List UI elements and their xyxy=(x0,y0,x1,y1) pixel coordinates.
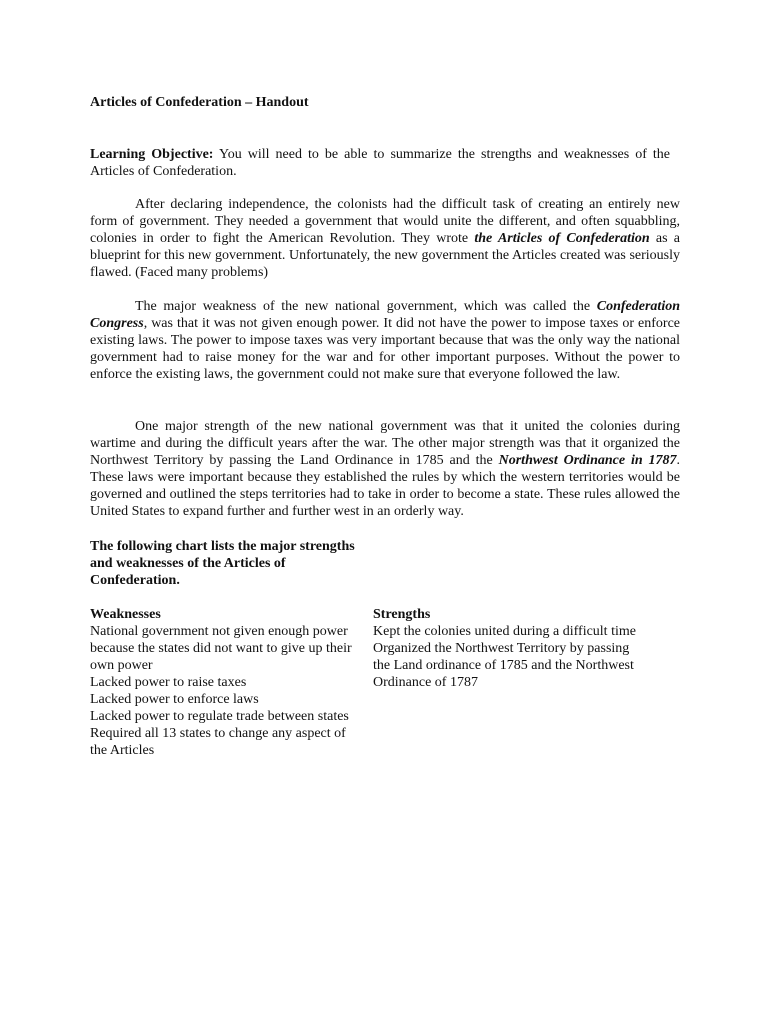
paragraph-strength-text-1: One major strength of the new national government was that it united the colonies during wartime and during the difficult years after the war. The other major strength was that it organized the Northwest Territory by passing the Land Ordinance in 1785 and the xyxy=(90,419,680,468)
weakness-item: Required all 13 states to change any aspect of the Articles xyxy=(90,726,346,758)
weaknesses-heading: Weaknesses xyxy=(90,607,161,622)
strength-item: Kept the colonies united during a difficult time xyxy=(373,624,636,639)
document-title: Articles of Confederation – Handout xyxy=(90,95,309,110)
learning-objective xyxy=(90,146,670,180)
paragraph-strength-text-2: . These laws were important because they established the rules by which the western territories would be governed and outlined the steps territories had to take in order to become a state. These rules allowed the United States to expand further and further west in an orderly way. xyxy=(90,453,680,519)
chart-intro: The following chart lists the major strengths and weaknesses of the Articles of Confederation. xyxy=(90,539,355,588)
paragraph-intro-text-1: After declaring independence, the colonists had the difficult task of creating an entirely new form of government. They needed a government that would unite the different, and often squabbling, colonies in order to fight the American Revolution. They wrote xyxy=(90,197,680,246)
paragraph-weakness-emphasis: Confederation Congress xyxy=(90,299,680,331)
paragraph-intro xyxy=(90,196,680,281)
weakness-item: Lacked power to regulate trade between states xyxy=(90,709,349,724)
paragraph-strength-emphasis: Northwest Ordinance in 1787 xyxy=(498,453,677,468)
strengths-heading: Strengths xyxy=(373,607,431,622)
paragraph-weakness-text-1: The major weakness of the new national government, which was called the xyxy=(135,299,597,314)
weakness-item: Lacked power to raise taxes xyxy=(90,675,247,690)
paragraph-intro-emphasis: the Articles of Confederation xyxy=(474,231,650,246)
paragraph-intro-text-2: as a blueprint for this new government. Unfortunately, the new government the Articles created was seriously flawed. (Faced many problems) xyxy=(90,231,680,280)
weakness-item: Lacked power to enforce laws xyxy=(90,692,259,707)
strengths-column xyxy=(373,606,648,691)
paragraph-weakness-text-2: , was that it was not given enough power. It did not have the power to impose taxes or enforce existing laws. The power to impose taxes was very important because that was the only way the national government had to raise money for the war and for other important purposes. Without the power to enforce the existing laws, the government could not make sure that everyone followed the law. xyxy=(90,316,680,382)
objective-text: You will need to be able to summarize the strengths and weaknesses of the Articles of Confederation. xyxy=(90,147,671,179)
paragraph-strength xyxy=(90,418,680,520)
objective-label: Learning Objective: xyxy=(90,147,214,162)
strength-item: Organized the Northwest Territory by passing the Land ordinance of 1785 and the Northwest Ordinance of 1787 xyxy=(373,641,634,690)
weakness-item: National government not given enough power because the states did not want to give up their own power xyxy=(90,624,352,673)
weaknesses-column xyxy=(90,606,365,759)
paragraph-weakness xyxy=(90,298,680,383)
